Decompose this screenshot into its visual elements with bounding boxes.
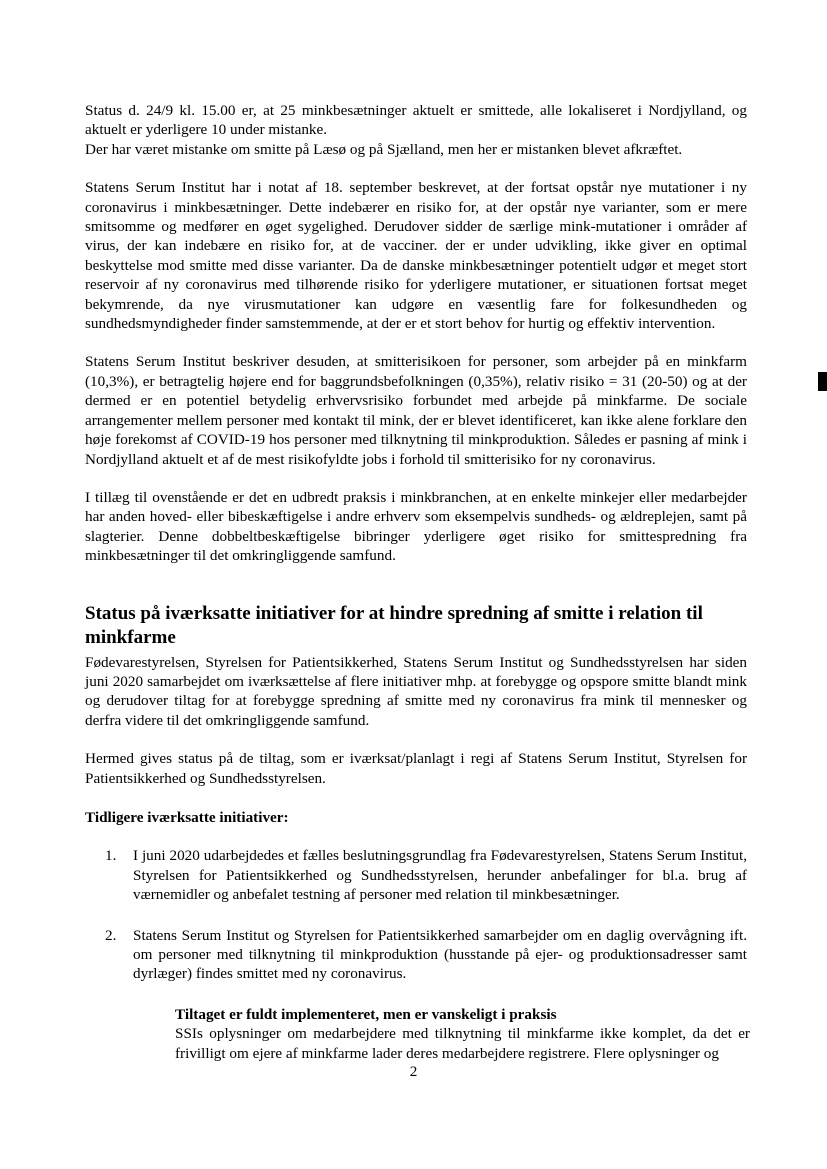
initiative-list (85, 846, 750, 1063)
list-item (85, 846, 747, 904)
paragraph-side-occupation: I tillæg til ovenstående er det en udbredt praksis i minkbranchen, at en enkelte minkejer eller medarbejder har anden hoved- eller bibeskæftigelse i andre erhverv som eksempelvis sundheds- og ældreplejen, samt på slagterier. Denne dobbeltbeskæftigelse bibringer yderligere øget risiko for smittespredning fra minkbesætninger til det omkringliggende samfund. (85, 488, 747, 565)
section-intro-paragraph: Fødevarestyrelsen, Styrelsen for Patientsikkerhed, Statens Serum Institut og Sundhedsstyrelsen har siden juni 2020 samarbejdet om iværksættelse af flere initiativer mhp. at forebygge og opspore smitte blandt mink og derudover tiltag for at forebygge spredning af smitte med ny coronavirus fra mink til mennesker og derfra videre til det omkringliggende samfund. (85, 653, 747, 729)
list-item-number: 1. (105, 847, 117, 865)
list-item-text: Statens Serum Institut og Styrelsen for Patientsikkerhed samarbejder om en daglig overvågning ift. om personer med tilknytning til minkproduktion (husstande på ejer- og produktionsadresser samt dyrlæger) findes smittet med ny coronavirus. (133, 926, 747, 983)
section-heading: Status på iværksatte initiativer for at hindre spredning af smitte i relation til minkfarme (85, 602, 703, 648)
page-content (85, 101, 750, 1063)
list-item-text: I juni 2020 udarbejdedes et fælles beslutningsgrundlag fra Fødevarestyrelsen, Statens Serum Institut, Styrelsen for Patientsikkerhed og Sundhedsstyrelsen, herunder anbefalinger for bl.a. brug af værnemidler og anbefalet testning af personer med relation til minkbesætninger. (133, 847, 747, 904)
suspicion-line: Der har været mistanke om smitte på Læsø og på Sjælland, men her er mistanken blevet afkræftet. (85, 140, 683, 158)
note-title: Tiltaget er fuldt implementeret, men er vanskeligt i praksis (175, 1005, 557, 1023)
note-body: SSIs oplysninger om medarbejdere med tilknytning til minkfarme ikke komplet, da det er frivilligt om ejere af minkfarme lader deres medarbejdere registrere. Flere oplysninger og (175, 1025, 750, 1062)
list-item-number: 2. (105, 926, 117, 944)
scan-artifact (818, 372, 827, 391)
status-line: Status d. 24/9 kl. 15.00 er, at 25 minkbesætninger aktuelt er smittede, alle lokaliseret i Nordjylland, og aktuelt er yderligere 10 under mistanke. (85, 102, 747, 139)
paragraph-ssi-mutations: Statens Serum Institut har i notat af 18. september beskrevet, at der fortsat opstår nye mutationer i ny coronavirus i minkbesætninger. Dette indebærer en risiko for, at der opstår nye varianter, som er mere smitsomme og medfører en øget sygelighed. Derudover sidder de særlige mink-mutationer i områder af virus, der kan indebære en risiko for, at de vacciner. der er under udvikling, ikke giver en optimal beskyttelse mod smitte med disse varianter. Da de danske minkbesætninger potentielt udgør et meget stort reservoir af ny coronavirus med tilhørende risiko for yderligere mutationer, er situationen fortsat meget bekymrende, da nye virusmutationer kan udgøre en væsentlig fare for folkesundheden og sundhedsmyndigheder finder samstemmende, at der er et stort behov for hurtig og effektiv intervention. (85, 179, 747, 333)
subheading-previous-initiatives: Tidligere iværksatte initiativer: (85, 808, 289, 826)
list-item (85, 926, 747, 984)
paragraph-status-update (85, 101, 747, 159)
page-number: 2 (409, 1063, 418, 1080)
status-overview-paragraph: Hermed gives status på de tiltag, som er iværksat/planlagt i regi af Statens Serum Institut, Styrelsen for Patientsikkerhed og Sundhedsstyrelsen. (85, 750, 747, 787)
paragraph-ssi-risk: Statens Serum Institut beskriver desuden, at smitterisikoen for personer, som arbejder på en minkfarm (10,3%), er betragtelig højere end for baggrundsbefolkningen (0,35%), relativ risiko = 31 (20-50) og at der dermed er en potentiel betydelig erhvervsrisiko forbundet med arbejde på minkfarme. De sociale arrangementer mellem personer med kontakt til mink, der er blevet identificeret, kan ikke alene forklare den høje forekomst af COVID-19 hos personer med tilknytning til minkproduktion. Således er pasning af mink i Nordjylland aktuelt et af de mest risikofyldte jobs i forhold til smitterisiko for ny coronavirus. (85, 353, 747, 468)
note-block (175, 1005, 750, 1063)
